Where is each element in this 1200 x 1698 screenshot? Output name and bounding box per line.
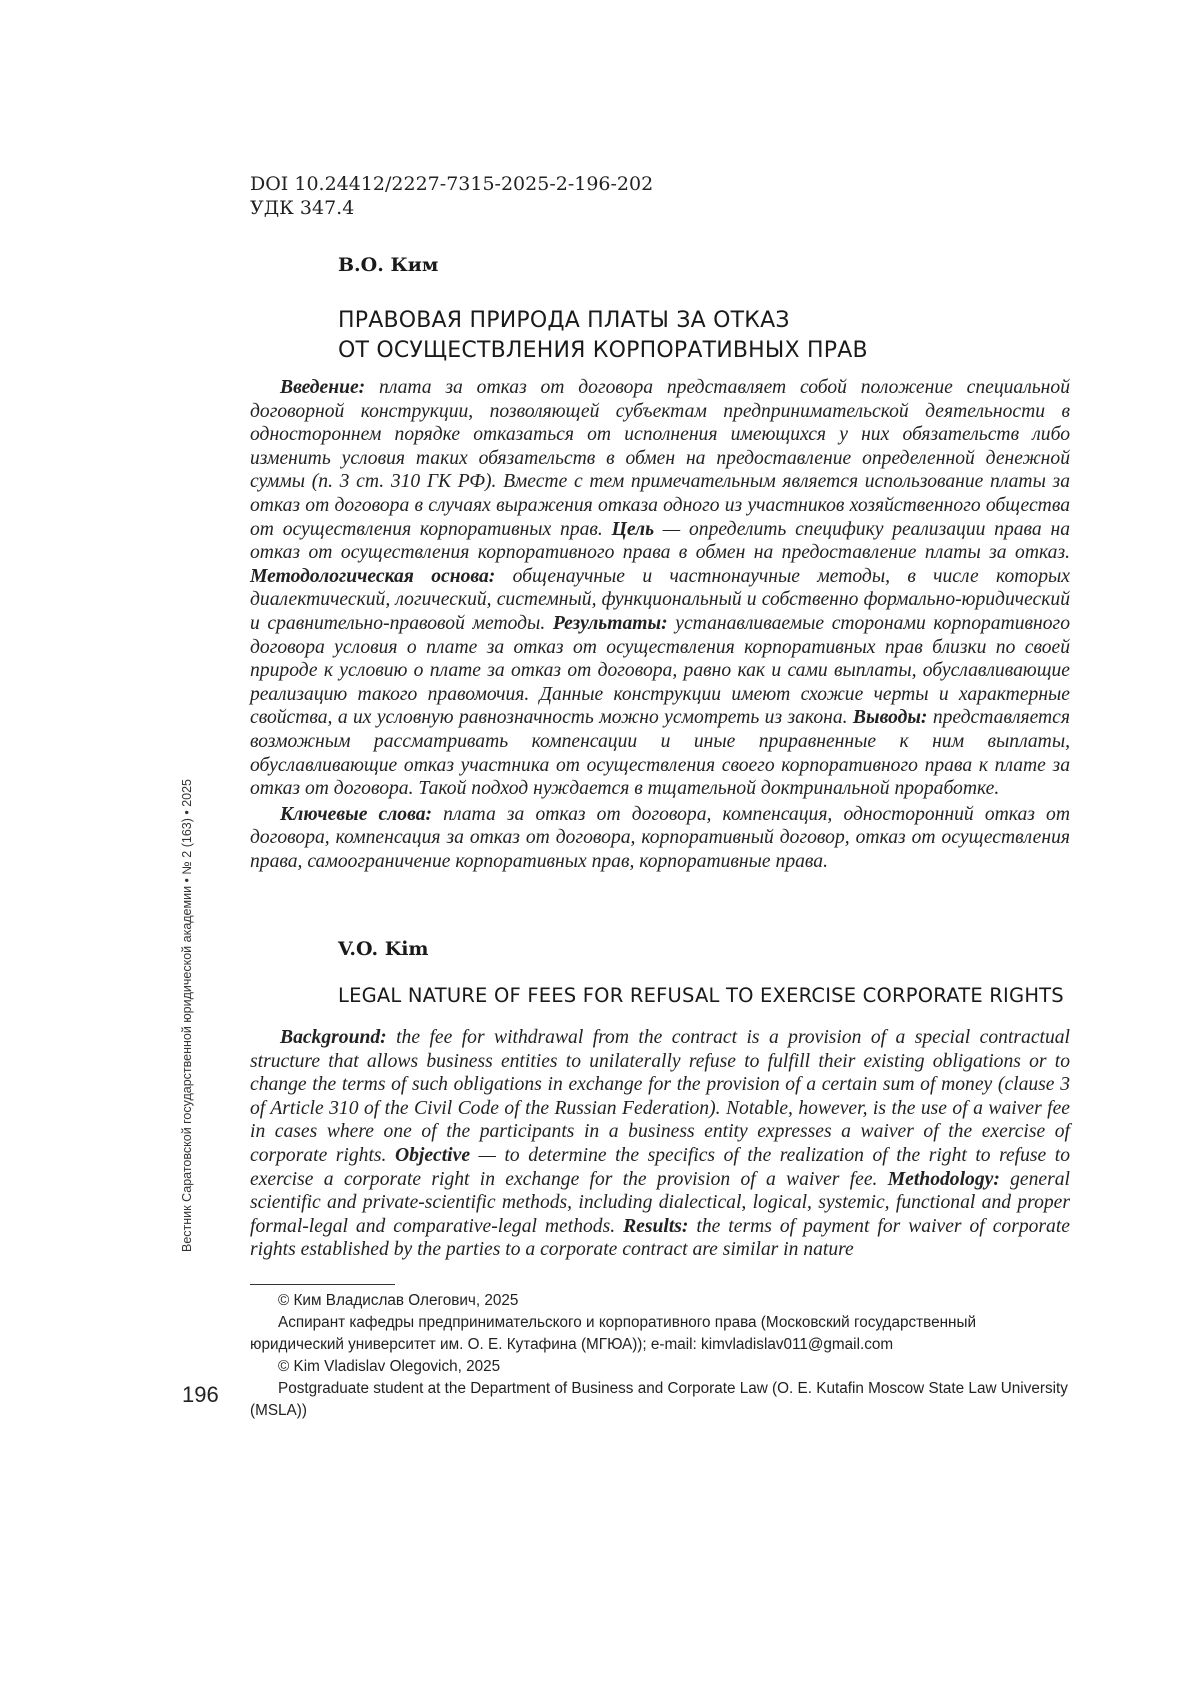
method-text: общенаучные и частнонаучные методы, в числе которых диалектический, логический, системный, функциональный и собственно формально-юридический и сравнительно-правовой методы.: [250, 566, 1070, 634]
results-text: устанавливаемые сторонами корпоративного договора условия о плате за отказ от осуществления корпоративных прав близки по своей природе к условию о плате за отказ от договора, равно как и сами выплаты, обуславливающие реализацию такого правомочия. Данные конструкции имеют схожие черты и характерные свойства, а их условную равнозначность можно усмотреть из закона.: [250, 613, 1070, 728]
objective-label: Objective: [395, 1145, 470, 1166]
title-en: LEGAL NATURE OF FEES FOR REFUSAL TO EXERCISE CORPORATE RIGHTS: [338, 983, 1064, 1009]
doi: DOI 10.24412/2227-7315-2025-2-196-202: [250, 172, 653, 196]
method-label: Методологическая основа:: [250, 566, 495, 587]
journal-running-title: Вестник Саратовской государственной юридической академии • № 2 (163) • 2025: [180, 779, 194, 1252]
udk: УДК 347.4: [250, 196, 653, 220]
intro-label: Введение:: [280, 377, 365, 398]
title-ru-line1: ПРАВОВАЯ ПРИРОДА ПЛАТЫ ЗА ОТКАЗ: [338, 306, 868, 336]
footnote-divider: [250, 1284, 395, 1285]
author-en: V.O. Kim: [338, 938, 429, 960]
objective-text: — to determine the specifics of the realization of the right to refuse to exercise a corporate right in exchange for the provision of a waiver fee.: [250, 1145, 1070, 1190]
title-ru-line2: ОТ ОСУЩЕСТВЛЕНИЯ КОРПОРАТИВНЫХ ПРАВ: [338, 336, 868, 366]
abstract-en-paragraph: [250, 1026, 1070, 1262]
journal-page: [0, 0, 1200, 1698]
results-text-en: the terms of payment for waiver of corporate rights established by the parties to a corporate contract are similar in nature: [250, 1216, 1070, 1261]
footnote-ru-copyright: © Ким Владислав Олегович, 2025: [250, 1290, 1070, 1312]
keywords-ru: [250, 803, 1070, 874]
page-number: 196: [182, 1382, 219, 1408]
intro-text: плата за отказ от договора представляет собой положение специальной договорной конструкции, позволяющей субъектам предпринимательской деятельности в одностороннем порядке отказаться от исполнения имеющихся у них обязательств либо изменить условия таких обязательств в обмен на предоставление определенной денежной суммы (п. 3 ст. 310 ГК РФ). Вместе с тем примечательным является использование платы за отказ от договора в случаях выражения отказа одного из участников хозяйственного общества от осуществления корпоративных прав.: [250, 377, 1070, 540]
goal-text: — определить специфику реализации права на отказ от осуществления корпоративного права в обмен на предоставление платы за отказ.: [250, 519, 1070, 564]
background-text: the fee for withdrawal from the contract is a provision of a special contractual structure that allows business entities to unilaterally refuse to fulfill their existing obligations or to change the terms of such obligations in exchange for the provision of a certain sum of money (clause 3 of Article 310 of the Civil Code of the Russian Federation). Notable, however, is the use of a waiver fee in cases where one of the participants in a business entity expresses a waiver of the exercise of corporate rights.: [250, 1027, 1070, 1166]
methodology-text: general scientific and private-scientific methods, including dialectical, logical, systemic, functional and proper formal-legal and comparative-legal methods.: [250, 1169, 1070, 1237]
goal-label: Цель: [612, 519, 654, 540]
footnote-en-copyright: © Kim Vladislav Olegovich, 2025: [250, 1356, 1070, 1378]
keywords-label: Ключевые слова:: [280, 804, 432, 825]
footnotes: [250, 1290, 1070, 1422]
author-ru: В.О. Ким: [338, 254, 438, 276]
abstract-en: [250, 1026, 1070, 1262]
background-label: Background:: [280, 1027, 387, 1048]
conclusions-text: представляется возможным рассматривать компенсации и иные приравненные к ним выплаты, обуславливающие отказ участника от осуществления своего корпоративного права к плате за отказ от договора. Такой подход нуждается в тщательной доктринальной проработке.: [250, 707, 1070, 799]
results-label-en: Results:: [623, 1216, 688, 1237]
title-ru: [338, 306, 868, 366]
abstract-ru: [250, 376, 1070, 873]
conclusions-label: Выводы:: [853, 707, 928, 728]
article-meta: [250, 172, 653, 220]
footnote-ru-affiliation: Аспирант кафедры предпринимательского и корпоративного права (Московский государственный юридический университет им. О. Е. Кутафина (МГЮА)); e-mail: kimvladislav011@gmail.com: [250, 1312, 1070, 1356]
methodology-label: Methodology:: [888, 1169, 1000, 1190]
results-label: Результаты:: [553, 613, 668, 634]
keywords-text: плата за отказ от договора, компенсация, односторонний отказ от договора, компенсация за отказ от договора, корпоративный договор, отказ от осуществления права, самоограничение корпоративных прав, корпоративные права.: [250, 804, 1070, 872]
footnote-en-affiliation: Postgraduate student at the Department of Business and Corporate Law (O. E. Kutafin Moscow State Law University (MSLA)): [250, 1378, 1070, 1422]
abstract-ru-paragraph: [250, 376, 1070, 801]
